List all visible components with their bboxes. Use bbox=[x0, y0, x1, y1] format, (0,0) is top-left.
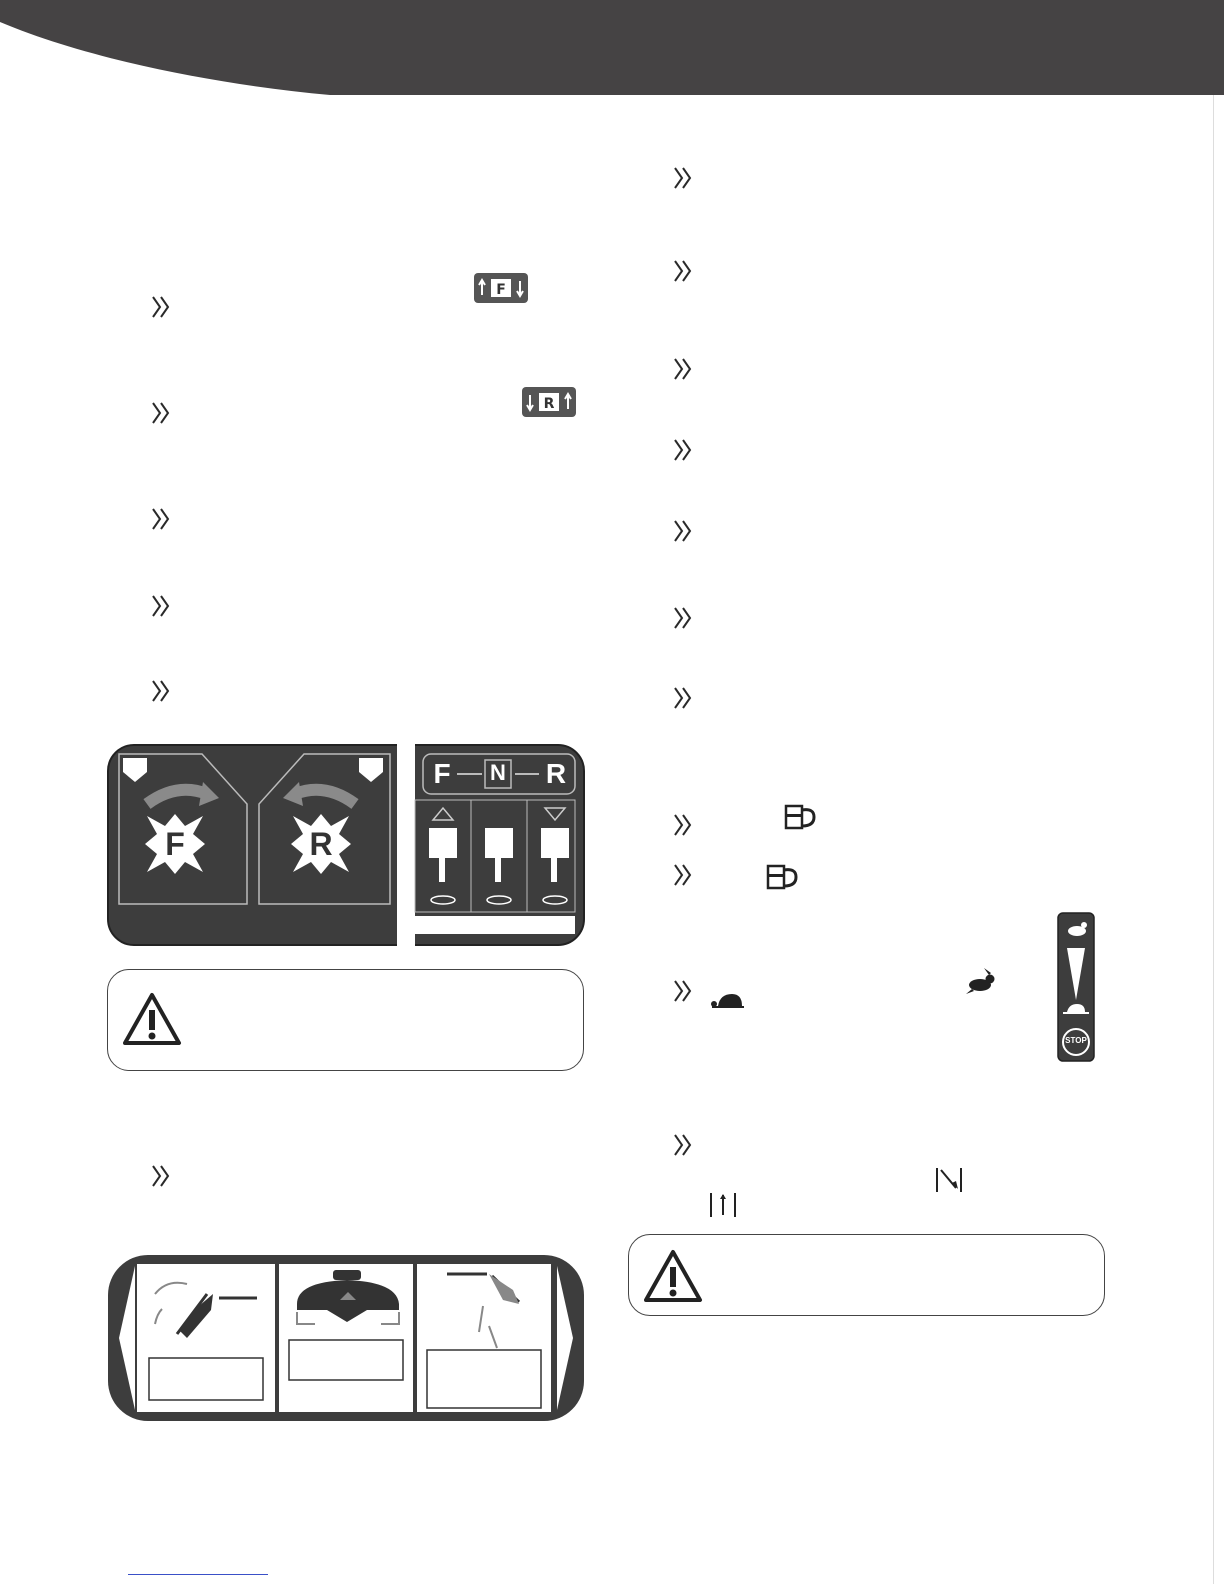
warning-triangle-icon bbox=[643, 1249, 703, 1307]
page-header-band bbox=[0, 0, 1224, 95]
bullet-marker bbox=[150, 294, 178, 324]
rabbit-icon bbox=[962, 967, 996, 995]
bullet-marker bbox=[150, 506, 178, 536]
bullet-marker bbox=[672, 437, 700, 467]
throttle-stop-label: STOP bbox=[1065, 1036, 1087, 1045]
selector-forward-label: F bbox=[433, 758, 451, 789]
brake-engaged-icon bbox=[934, 1166, 964, 1194]
warning-box-right bbox=[628, 1234, 1105, 1316]
selector-neutral-label: N bbox=[490, 760, 506, 785]
selector-reverse-label: R bbox=[545, 758, 567, 789]
bullet-marker bbox=[150, 400, 178, 430]
bullet-marker bbox=[672, 518, 700, 548]
fuel-icon bbox=[766, 864, 800, 890]
throttle-decal bbox=[1057, 912, 1095, 1062]
warning-triangle-icon bbox=[122, 992, 182, 1050]
bullet-marker bbox=[672, 165, 700, 195]
svg-text:R: R bbox=[543, 396, 555, 412]
bullet-marker bbox=[672, 978, 700, 1008]
bullet-marker bbox=[672, 258, 700, 288]
lever-decal bbox=[107, 1254, 585, 1422]
footer-link-underline[interactable] bbox=[128, 1574, 268, 1575]
bullet-marker bbox=[672, 685, 700, 715]
bullet-marker bbox=[150, 593, 178, 623]
page-edge-rule bbox=[1213, 95, 1214, 1584]
svg-text:F: F bbox=[496, 282, 506, 298]
reverse-decal-letter: R bbox=[309, 826, 333, 862]
forward-rotation-icon bbox=[474, 273, 528, 303]
forward-decal-letter: F bbox=[165, 826, 185, 862]
brake-released-icon bbox=[708, 1191, 738, 1219]
bullet-marker bbox=[150, 678, 178, 708]
bullet-marker bbox=[672, 1132, 700, 1162]
bullet-marker bbox=[672, 812, 700, 842]
reverse-rotation-icon bbox=[522, 387, 576, 417]
bullet-marker bbox=[672, 862, 700, 892]
bullet-marker bbox=[672, 605, 700, 635]
fuel-icon bbox=[784, 804, 818, 830]
turtle-icon bbox=[710, 992, 746, 1012]
bullet-marker bbox=[150, 1163, 178, 1193]
bullet-marker bbox=[672, 356, 700, 386]
warning-box-left bbox=[107, 969, 584, 1071]
rotation-decal bbox=[107, 744, 585, 946]
